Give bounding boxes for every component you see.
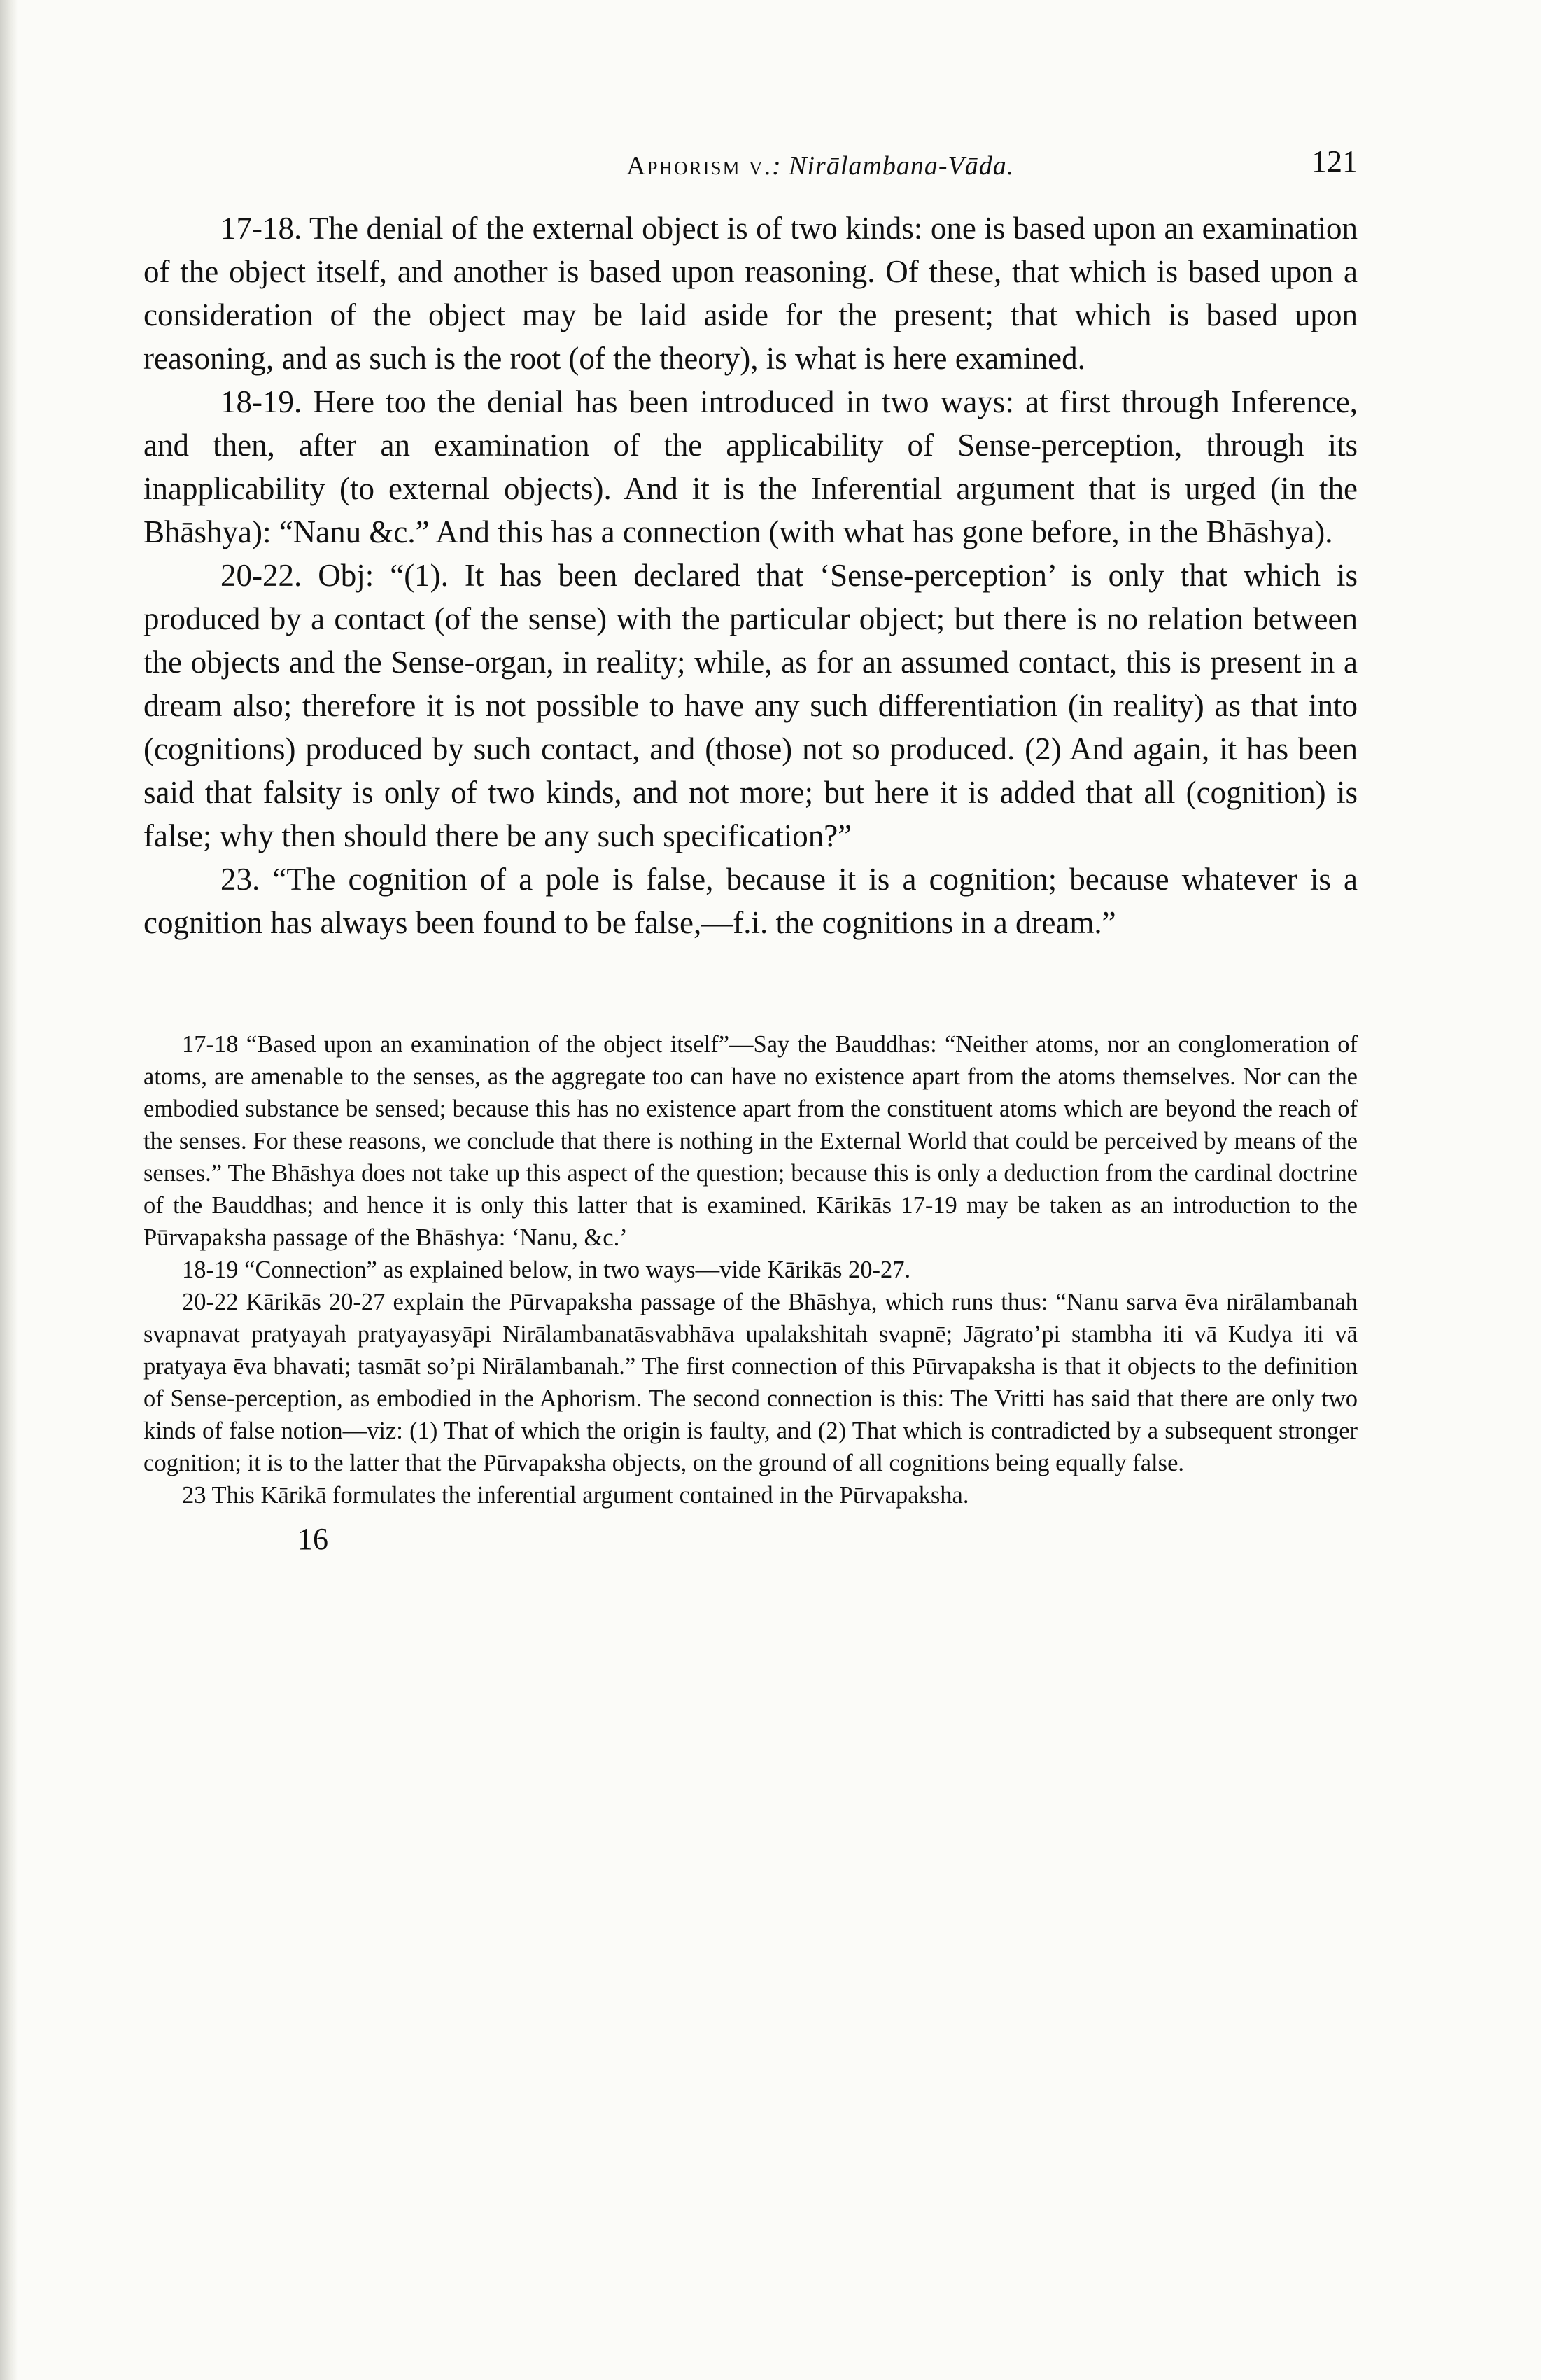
footnote-number: 23 <box>182 1482 206 1508</box>
paragraph <box>143 554 1358 858</box>
aphorism-label: Aphorism v. <box>626 151 772 181</box>
footnote-number: 20-22 <box>182 1289 239 1315</box>
main-text <box>143 206 1358 944</box>
paragraph <box>143 858 1358 944</box>
running-head <box>143 130 1358 186</box>
footnote-text: Kārikās 20-27 explain the Pūrvapaksha passage of the Bhāshya, which runs thus: “Nanu sarva ēva nirālambanah svapnavat pratyayah pratyayasyāpi Nirālambanatāsvabhāva upalakshitah svapnē; Jāgrato’pi stambha iti vā Kudya iti vā pratyaya ēva bhavati; tasmāt so’pi Nirālambanah.” The first connection of this Pūrvapaksha is that it objects to the definition of Sense-perception, as embodied in the Aphorism. The second connection is this: The Vritti has said that there are only two kinds of false notion—viz: (1) That of which the origin is faulty, and (2) That which is contradicted by a subsequent stronger cognition; it is to the latter that the Pūrvapaksha objects, on the ground of all cognitions being equally false. <box>143 1289 1358 1476</box>
signature-mark: 16 <box>297 1522 328 1556</box>
paragraph-text: Here too the denial has been introduced in two ways: at first through Inference, and then, after an examination of the applicability of Sense-perception, through its inapplicability (to external objects). And it is the Inferential argument that is urged (in the Bhāshya): “Nanu &c.” And this has a connection (with what has gone before, in the Bhāshya). <box>143 384 1358 550</box>
footnote <box>143 1286 1358 1479</box>
paragraph-text: The denial of the external object is of two kinds: one is based upon an examination of the object itself, and another is based upon reasoning. Of these, that which is based upon a consideration of the object may be laid aside for the present; that which is based upon reasoning, and as such is the root (of the theory), is what is here examined. <box>143 211 1358 376</box>
paragraph-number: 17-18. <box>220 211 302 246</box>
paragraph-number: 18-19. <box>220 384 302 419</box>
footnote-number: 17-18 <box>182 1031 239 1058</box>
paragraph-number: 23. <box>220 862 260 897</box>
paragraph-text: “The cognition of a pole is false, because it is a cognition; because whatever is a cognition has always been found to be false,—f.i. the cognitions in a dream.” <box>143 862 1358 940</box>
chapter-title: : Nirālambana-Vāda. <box>771 151 1015 181</box>
footnotes <box>143 1028 1358 1511</box>
footnote-number: 18-19 <box>182 1256 239 1283</box>
paragraph <box>143 206 1358 380</box>
footnote-text: This Kārikā formulates the inferential argument contained in the Pūrvapaksha. <box>211 1482 969 1508</box>
footnote-text: “Based upon an examination of the object itself”—Say the Bauddhas: “Neither atoms, nor an conglomeration of atoms, are amenable to the senses, as the aggregate too can have no existence apart from the atoms themselves. Nor can the embodied substance be sensed; because this has no existence apart from the constituent atoms which are beyond the reach of the senses. For these reasons, we conclude that there is nothing in the External World that could be perceived by means of the senses.” The Bhāshya does not take up this aspect of the question; because this is only a deduction from the cardinal doctrine of the Bauddhas; and hence it is only this latter that is examined. Kārikās 17-19 may be taken as an introduction to the Pūrvapaksha passage of the Bhāshya: ‘Nanu, &c.’ <box>143 1031 1358 1251</box>
book-page <box>143 130 1358 1557</box>
footnote <box>143 1028 1358 1254</box>
paragraph-number: 20-22. <box>220 558 302 593</box>
footnote <box>143 1479 1358 1511</box>
paragraph <box>143 380 1358 554</box>
paragraph-text: Obj: “(1). It has been declared that ‘Sense-perception’ is only that which is produced by a contact (of the sense) with the particular object; but there is no relation between the objects and the Sense-organ, in reality; while, as for an assumed contact, this is present in a dream also; therefore it is not possible to have any such differentiation (in reality) as that into (cognitions) produced by such contact, and (those) not so produced. (2) And again, it has been said that falsity is only of two kinds, and not more; but here it is added that all (cognition) is false; why then should there be any such specification?” <box>143 558 1358 853</box>
footnote <box>143 1254 1358 1286</box>
page-number: 121 <box>1311 144 1358 178</box>
footnote-text: “Connection” as explained below, in two ways—vide Kārikās 20-27. <box>244 1256 911 1283</box>
running-title <box>626 150 1014 181</box>
scan-edge <box>0 0 18 2380</box>
